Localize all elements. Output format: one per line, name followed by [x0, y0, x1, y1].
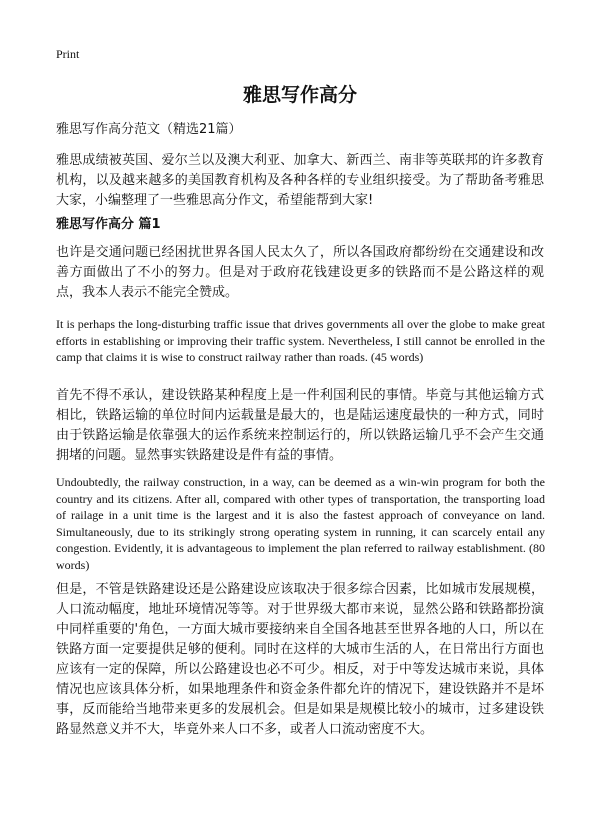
- print-link[interactable]: Print: [56, 47, 80, 61]
- paragraph-en-2: Undoubtedly, the railway construction, in a way, can be deemed as a win-win program for both the country and its citizens. After all, compared with other types of transportation, the transporting load of railage in a unit time is the largest and it is also the fastest approach of conveyance on land. Simultaneously, due to its strikingly strong operating system in running, it can scarcely entail any congestion. Evidently, it is advantageous to implement the plan referred to railway establishment. (80 words): [56, 475, 545, 572]
- paragraph-cn-1: 也许是交通问题已经困扰世界各国人民太久了，所以各国政府都纷纷在交通建设和改善方面做出了不小的努力。但是对于政府花钱建设更多的铁路而不是公路这样的观点，我本人表示不能完全赞成。: [56, 245, 544, 300]
- paragraph-en-1: It is perhaps the long-disturbing traffic issue that drives governments all over the globe to make great efforts in establishing or improving their traffic system. Nevertheless, I still cannot be enrolled in the camp that claims it is wise to construct railway rather than roads. (45 words): [56, 317, 545, 364]
- document-title: 雅思写作高分: [242, 84, 357, 106]
- document-subtitle: 雅思写作高分范文（精选21篇）: [56, 122, 242, 137]
- intro-paragraph: 雅思成绩被英国、爱尔兰以及澳大利亚、加拿大、新西兰、南非等英联邦的许多教育机构，以及越来越多的美国教育机构及各种各样的专业组织接受。为了帮助备考雅思大家，小编整理了一些雅思高分作文，希望能帮到大家!: [56, 153, 544, 208]
- paragraph-cn-3: 但是，不管是铁路建设还是公路建设应该取决于很多综合因素，比如城市发展规模，人口流动幅度，地址环境情况等等。对于世界级大都市来说，显然公路和铁路都扮演中同样重要的'角色，一方面大城市要接纳来自全国各地甚至世界各地的人口，所以在铁路方面一定要提供足够的便利。同时在这样的大城市生活的人，在日常出行方面也应该有一定的保障，所以公路建设也必不可少。相反，对于中等发达城市来说，具体情况也应该具体分析，如果地理条件和资金条件都允许的情况下，建设铁路并不是坏事，反而能给当地带来更多的发展机会。但是如果是规模比较小的城市，过多建设铁路显然意义并不大，毕竟外来人口不多，或者人口流动密度不大。: [56, 582, 544, 737]
- section-heading: 雅思写作高分 篇1: [56, 217, 161, 232]
- paragraph-cn-2: 首先不得不承认，建设铁路某种程度上是一件利国利民的事情。毕竟与其他运输方式相比，铁路运输的单位时间内运载量是最大的，也是陆运速度最快的一种方式，同时由于铁路运输是依靠强大的运作系统来控制运行的，所以铁路运输几乎不会产生交通拥堵的问题。显然事实铁路建设是件有益的事情。: [56, 388, 544, 463]
